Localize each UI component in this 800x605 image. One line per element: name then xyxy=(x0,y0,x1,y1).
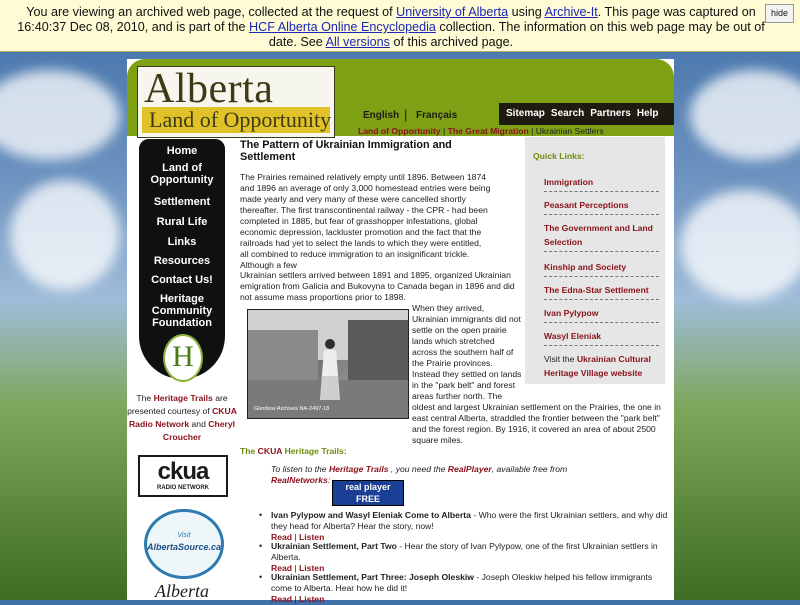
ckua-logo-text: ckua xyxy=(157,458,209,485)
listen-link[interactable]: Listen xyxy=(299,532,325,542)
menu-partners[interactable]: Partners xyxy=(590,108,631,119)
bullet-icon: • xyxy=(259,541,263,551)
quick-link-kinship-society[interactable]: Kinship and Society xyxy=(544,260,659,277)
realplayer-note xyxy=(271,464,611,486)
note-text: : xyxy=(327,475,331,485)
archive-banner xyxy=(0,0,800,52)
quick-links-panel xyxy=(525,137,665,384)
note-heritage-trails-link[interactable]: Heritage Trails xyxy=(328,464,389,474)
cheryl-croucher-link[interactable]: Cheryl Croucher xyxy=(162,419,236,442)
ukrainian-woman-photo xyxy=(247,309,409,419)
realnetworks-link[interactable]: RealNetworks xyxy=(271,475,328,485)
heritage-trails-credit xyxy=(127,392,237,444)
logo-subtitle: Land of Opportunity xyxy=(149,107,332,132)
language-francais[interactable]: Français xyxy=(416,110,458,121)
realplayer-download-button[interactable]: real player FREE xyxy=(332,480,404,506)
quick-links-heading: Quick Links: xyxy=(533,151,585,161)
audio-title: Ivan Pylypow and Wasyl Eleniak Come to Alberta xyxy=(271,510,471,520)
nav-home[interactable]: Home xyxy=(166,145,198,157)
audio-title: Ukrainian Settlement, Part Three: Joseph Oleskiw xyxy=(271,572,474,582)
nav-resources[interactable]: Resources xyxy=(153,255,211,267)
nav-settlement[interactable]: Settlement xyxy=(153,196,211,208)
albertasource-logo[interactable] xyxy=(144,509,224,579)
left-navigation xyxy=(139,139,225,379)
read-link[interactable]: Read xyxy=(271,532,293,542)
paragraph-1: The Prairies remained relatively empty until 1896. Between 1874 and 1896 an average of only 3,000 homestead entries were being made yearly and very many of these were cancelled shortly thereafter. The first transcontinental railway - the CPR - had been completed in 1885, but fear of grasshopper infestations, global economic depression, lackluster promotion and the fact that the railroads had yet to select the lands to which they were entitled, all combined to reduce immigration to an insignificant trickle. Although a few xyxy=(240,172,491,270)
breadcrumb-separator: | xyxy=(528,126,536,136)
note-text: To listen to the xyxy=(271,464,329,474)
read-link[interactable]: Read xyxy=(271,594,293,604)
language-separator: | xyxy=(404,107,408,122)
quick-link-wasyl-eleniak[interactable]: Wasyl Eleniak xyxy=(544,329,659,346)
section-title-ckua: CKUA xyxy=(257,446,283,456)
breadcrumb-land-of-opportunity[interactable]: Land of Opportunity xyxy=(358,126,441,136)
all-versions-link[interactable]: All versions xyxy=(325,35,390,49)
credit-text: are presented courtesy of xyxy=(127,393,228,416)
note-text: , available free from xyxy=(491,464,568,474)
archive-it-link[interactable]: Archive-It xyxy=(544,5,598,19)
bullet-icon: • xyxy=(259,510,263,520)
audio-description: - Who were the first Ukrainian settlers, and why did they head for Alberta? Hear the story, now! xyxy=(271,510,668,531)
university-link[interactable]: University of Alberta xyxy=(396,5,509,19)
visit-prefix: Visit the xyxy=(544,354,577,364)
quick-link-edna-star[interactable]: The Edna-Star Settlement xyxy=(544,283,659,300)
quick-link-government-land-selection[interactable]: The Government and Land Selection xyxy=(544,221,659,252)
breadcrumb xyxy=(358,126,604,136)
menu-help[interactable]: Help xyxy=(636,108,659,119)
nav-heritage-community-foundation[interactable]: Heritage Community Foundation xyxy=(151,293,213,329)
breadcrumb-separator: | xyxy=(440,126,448,136)
listen-link[interactable]: Listen xyxy=(299,594,325,604)
albertasource-visit: Visit xyxy=(177,532,191,539)
menu-search[interactable]: Search xyxy=(550,108,585,119)
language-english[interactable]: English xyxy=(363,110,400,121)
collection-link[interactable]: HCF Alberta Online Encyclopedia xyxy=(249,20,436,34)
breadcrumb-current: Ukrainian Settlers xyxy=(535,126,604,136)
link-separator: | xyxy=(292,532,300,542)
listen-link[interactable]: Listen xyxy=(299,563,325,573)
paragraph-3a: When they arrived, Ukrainian immigrants did not settle on the open prairie lands which stretched across the southern half of the Prairie provinces. Instead they settled on lands in the "park belt" and forest areas further north. The xyxy=(412,303,522,401)
audio-title: Ukrainian Settlement, Part Two xyxy=(271,541,397,551)
audio-item-1 xyxy=(259,510,671,543)
breadcrumb-great-migration[interactable]: The Great Migration xyxy=(447,126,529,136)
nav-land-of-opportunity[interactable]: Land of Opportunity xyxy=(150,162,214,186)
hide-banner-button[interactable]: hide xyxy=(765,4,794,23)
albertasource-name: AlbertaSource.ca xyxy=(147,542,222,552)
audio-item-3 xyxy=(259,572,671,605)
quick-link-ivan-pylypow[interactable]: Ivan Pylypow xyxy=(544,306,659,323)
ckua-section xyxy=(240,446,670,604)
nav-links[interactable]: Links xyxy=(167,236,197,248)
audio-description: - Hear the story of Ivan Pylypow, one of the first Ukrainian settlers in Alberta. xyxy=(271,541,658,562)
quick-link-peasant-perceptions[interactable]: Peasant Perceptions xyxy=(544,198,659,215)
quick-link-immigration[interactable]: Immigration xyxy=(544,175,659,192)
alberta-logo[interactable] xyxy=(137,66,335,138)
read-link[interactable]: Read xyxy=(271,563,293,573)
photo-caption: Glenbow Archives NA-2497-18 xyxy=(254,406,330,412)
audio-item-2 xyxy=(259,541,671,574)
sky-cloud xyxy=(680,190,800,300)
sky-cloud xyxy=(0,70,120,160)
paragraph-2: Ukrainian settlers arrived between 1891 and 1895, organized Ukrainian emigration from Galicia and Bukovyna to Canada began in 1896 and did not assume mass proportions prior to 1898. xyxy=(240,270,515,302)
banner-text: using xyxy=(508,5,545,19)
ckua-radio-link[interactable]: CKUA Radio Network xyxy=(128,406,237,429)
note-realplayer-link[interactable]: RealPlayer xyxy=(447,464,492,474)
note-text: , you need the xyxy=(388,464,448,474)
credit-text: and xyxy=(189,419,209,429)
ckua-section-title xyxy=(240,446,347,456)
ckua-logo-sub: RADIO NETWORK xyxy=(157,485,209,491)
section-title-text: Heritage Trails: xyxy=(282,446,347,456)
ckua-logo[interactable] xyxy=(138,455,228,497)
site-header xyxy=(127,59,674,136)
heritage-trails-link[interactable]: Heritage Trails xyxy=(153,393,213,403)
link-separator: | xyxy=(292,594,300,604)
nav-contact-us[interactable]: Contact Us! xyxy=(151,274,213,286)
site-menu-bar xyxy=(499,103,674,125)
paragraph-3b: oldest and largest Ukrainian settlement on the Prairies, the one in east central Alberta, straddled the frontier between the "park belt" and the forest region. By 1916, it covered an area of about 2500 square miles. xyxy=(412,402,661,445)
ukrainian-village-link[interactable]: Ukrainian Cultural Heritage Village website xyxy=(544,354,651,378)
sky-cloud xyxy=(690,70,800,160)
alberta-government-logo[interactable]: Alberta xyxy=(155,581,209,601)
section-title-text: The xyxy=(240,446,258,456)
menu-sitemap[interactable]: Sitemap xyxy=(506,108,545,119)
bullet-icon: • xyxy=(259,572,263,582)
banner-text: You are viewing an archived web page, collected at the request of xyxy=(26,5,397,19)
credit-text: The xyxy=(136,393,154,403)
link-separator: | xyxy=(292,563,300,573)
hcf-logo[interactable]: H xyxy=(163,334,203,382)
nav-rural-life[interactable]: Rural Life xyxy=(156,216,208,228)
audio-description: - Joseph Oleskiw helped his fellow immigrants come to Alberta. Hear how he did it! xyxy=(271,572,653,593)
banner-text: of this archived page. xyxy=(389,35,514,49)
quick-link-visit xyxy=(544,352,659,382)
banner-text: collection. The information on this web page may be out of date. See xyxy=(268,20,765,49)
page-title: The Pattern of Ukrainian Immigration and Settlement xyxy=(240,139,452,163)
photo-figure-icon xyxy=(248,310,408,418)
logo-title: Alberta xyxy=(144,66,274,112)
banner-text: . This page was captured on 16:40:37 Dec 08, 2010, and is part of the xyxy=(17,5,756,34)
sky-cloud xyxy=(10,180,120,290)
